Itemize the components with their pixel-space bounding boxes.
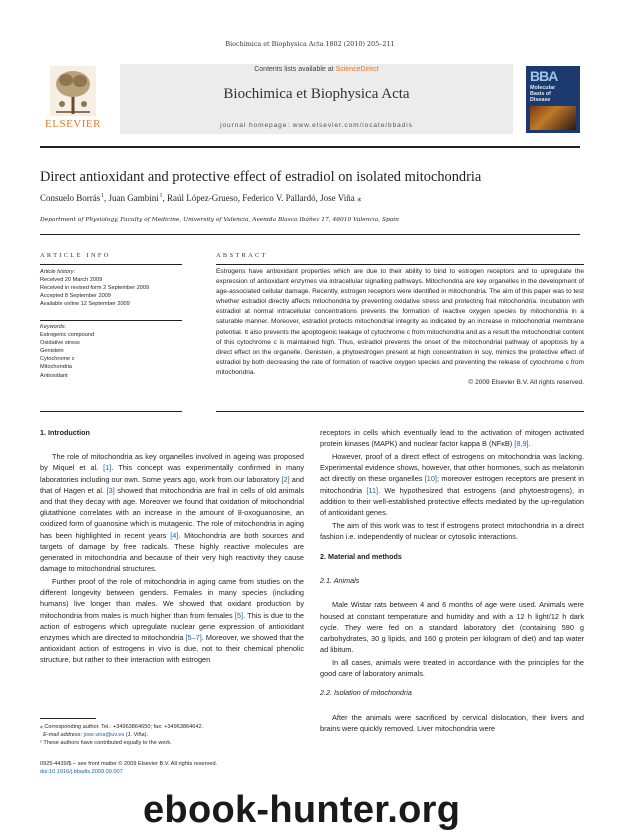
article-info-rule: [40, 264, 182, 265]
elsevier-wordmark: ELSEVIER: [45, 118, 101, 130]
cover-title: BBA: [530, 68, 558, 84]
contents-available-line: Contents lists available at ScienceDirect: [254, 66, 379, 73]
abstract-copyright: © 2009 Elsevier B.V. All rights reserved.: [468, 379, 584, 387]
section-heading: 2. Material and methods: [320, 552, 402, 562]
abstract-body: [216, 267, 584, 388]
masthead-rule: [40, 146, 580, 148]
author: Raúl López-Grueso: [167, 193, 238, 203]
paragraph: Further proof of the role of mitochondria in aging came from studies on the different longevity between genders. Females in many species (including humans) live longer than males. We showed that oxidant production by mitochondria from males is much higher than from females [5]. This is due to the action of estrogens which upregulate nuclear gene expression of antioxidant enzymes which are directed to mitochondria [5–7]. Moreover, we showed that the antioxidant action of estrogens in vivo is due, not to their chemical phenolic structure, but rather to their interaction with estrogen: [40, 576, 304, 665]
author: Consuelo Borrás: [40, 193, 101, 203]
author: Jose Viña: [320, 193, 355, 203]
doi-link[interactable]: doi:10.1016/j.bbadis.2009.09.007: [40, 769, 123, 776]
sciencedirect-link[interactable]: ScienceDirect: [335, 66, 379, 73]
citation-link[interactable]: [1]: [103, 463, 112, 473]
paragraph: However, proof of a direct effect of estrogens on mitochondria was lacking. Experimental evidence shows, however, that other hormones, such as melatonin act directly on these organelles [10]; moreover estrogen receptors are present in mitochondria [11]. We hypothesized that estrogens (and phytoestrogens), in addition to their well-established protective effects mediated by the up-regulation of antioxidant genes.: [320, 451, 584, 517]
citation-link[interactable]: [5]: [234, 610, 244, 620]
citation-link[interactable]: [5–7]: [185, 632, 202, 642]
watermark-text: ebook-hunter.org: [143, 789, 461, 831]
article-history: Article history: Received 20 March 2009 Received in revised form 2 September 2009 Accepted 8 September 2009 Available online 12 September 2009: [40, 269, 150, 308]
info-bottom-rule: [40, 411, 182, 412]
paragraph: The role of mitochondria as key organelles involved in ageing was proposed by Miquel et al. [1]. This concept was experimentally confirmed in many laboratories including our own. Some years ago, work from our laboratory [2] and that of Hagen et al. [3] showed that mitochondria are frail in cells of old animals and that they decay with age. Moreover we found that oxidation of mitochondrial glutathione correlates with an increase in the amount of 8-oxoguanosine, an oxidized form of guanosine which is mutagenic. The role of mitochondria in aging has been highlighted in recent years [4]. Mitochondria are both sources and targets of damage by free radicals. These highly reactive molecules are generated in mitochondria and because of their very high reactivity they cause damage to mitochondrial structures.: [40, 452, 305, 574]
citation-link[interactable]: [8,9]: [514, 439, 529, 449]
paragraph: Male Wistar rats between 4 and 6 months of age were used. Animals were housed at constant temperature and humidity and with a 12 h light/12 h dark cycle. They were fed on a standard laboratory diet (containing 590 g carbohydrates, 30 g lipids, and 160 g protein per kilogram of diet) and tap water ad libitum.: [320, 600, 584, 655]
elsevier-tree-icon: [50, 66, 96, 116]
corresponding-author-mark[interactable]: ⁎: [356, 193, 362, 203]
journal-reference: Biochimica et Biophysica Acta 1802 (2010) 205–211: [225, 40, 395, 48]
footnote-equal: ¹ These authors have contributed equally to the work.: [40, 740, 172, 747]
author: Federico V. Pallardó: [242, 193, 316, 203]
paragraph: The aim of this work was to test if estrogens protect mitochondria in a direct fashion i.e. independently of nuclear or cytosolic interactions.: [320, 520, 584, 541]
citation-link[interactable]: [11]: [366, 485, 379, 495]
citation-link[interactable]: [10]: [424, 474, 437, 484]
cover-image: [530, 106, 576, 130]
journal-cover: [526, 66, 580, 133]
section-heading: 1. Introduction: [40, 428, 90, 437]
affiliation: Department of Physiology, Faculty of Medicine, University of Valencia, Avenida Blasco Ibáñez 17, 46010 Valencia, Spain: [40, 217, 399, 223]
article-info-heading: ARTICLE INFO: [40, 252, 111, 259]
keywords-rule: [40, 320, 182, 321]
keywords-list: Keywords: Estrogenic compound Oxidative stress Genistein Cytochrome c Mitochondria Antioxidant: [40, 324, 95, 379]
issn-line: 0925-4439/$ – see front matter © 2009 Elsevier B.V. All rights reserved.: [40, 761, 218, 767]
journal-title: Biochimica et Biophysica Acta: [223, 86, 410, 102]
abstract-bottom-rule: [216, 411, 584, 412]
citation-link[interactable]: [4]: [170, 530, 179, 540]
subsection-heading: 2.1. Animals: [320, 576, 360, 586]
cover-subtitle: Molecular Basis of Disease: [530, 85, 556, 103]
abstract-text: Estrogens have antioxidant properties which are due to their ability to bind to estrogen receptors and to upregulate the expression of antioxidant enzymes via intracellular signalling pathways. Mitochondria are key organelles in the development of age-associated cellular damage. Recently, estrogen receptors were identified in mitochondria. The aim of this paper was to test whether estradiol directly affects mitochondria by preventing oxidative stress and protecting frail mitochondria. Incubation with estradiol at normal intracellular concentrations prevents the formation of reactive oxygen species by mitochondria in a saturable manner. Moreover, estradiol protects mitochondrial integrity as indicated by an increase in mitochondrial membrane potential. It also prevents the apoptogenic leakage of cytochrome c from mitochondria and as a result the mitochondrial content of this cytochrome c is maintained high. Thus, estradiol prevents the onset of the mitochondrial pathway of apoptosis by a direct effect on the organelle. Genistein, a phytoestrogen present at high concentration in soy, mimics the protective effect of estradiol by both decreasing the rate of formation of reactive oxygen species and preventing the release of cytochrome c from mitochondria.: [216, 268, 584, 376]
paragraph: receptors in cells which eventually lead to the activation of mitogen activated protein kinases (MAPK) and nuclear factor kappa B (NFκB) [8,9].: [320, 428, 584, 449]
paragraph: In all cases, animals were treated in accordance with the principles for the good care of laboratory animals.: [320, 657, 584, 679]
email-link[interactable]: jose.vina@uv.es: [83, 732, 125, 739]
citation-link[interactable]: [2]: [281, 474, 290, 484]
author-list: Consuelo Borrás $^1$, Juan Gambini $^1$, Raúl López-Grueso, Federico V. Pallardó, Jose Viña ⁎: [40, 193, 362, 203]
right-column: [320, 427, 584, 735]
footnotes: [40, 723, 310, 748]
footnote-corresponding: ⁎ Corresponding author. Tel.: +34963864650; fax: +34963864642.: [40, 724, 204, 730]
paragraph: After the animals were sacrificed by cervical dislocation, their livers and brains were quickly removed. Liver mitochondria were: [320, 712, 584, 733]
footnote-rule: [40, 718, 96, 719]
abstract-rule: [216, 264, 584, 265]
left-column: [40, 427, 304, 667]
elsevier-logo: [40, 64, 106, 136]
article-title: Direct antioxidant and protective effect of estradiol on isolated mitochondria: [40, 169, 482, 185]
abstract-heading: ABSTRACT: [216, 252, 268, 259]
author: Juan Gambini: [108, 193, 159, 203]
subsection-heading: 2.2. Isolation of mitochondria: [320, 688, 412, 698]
journal-masthead: [120, 64, 513, 134]
footnote-email: E-mail address: jose.vina@uv.es (J. Viña).: [43, 732, 149, 739]
issn-doi: [40, 760, 217, 776]
citation-link[interactable]: [3]: [106, 485, 115, 495]
journal-homepage[interactable]: journal homepage: www.elsevier.com/locate/bbadis: [220, 122, 413, 129]
header-divider: [40, 234, 580, 235]
